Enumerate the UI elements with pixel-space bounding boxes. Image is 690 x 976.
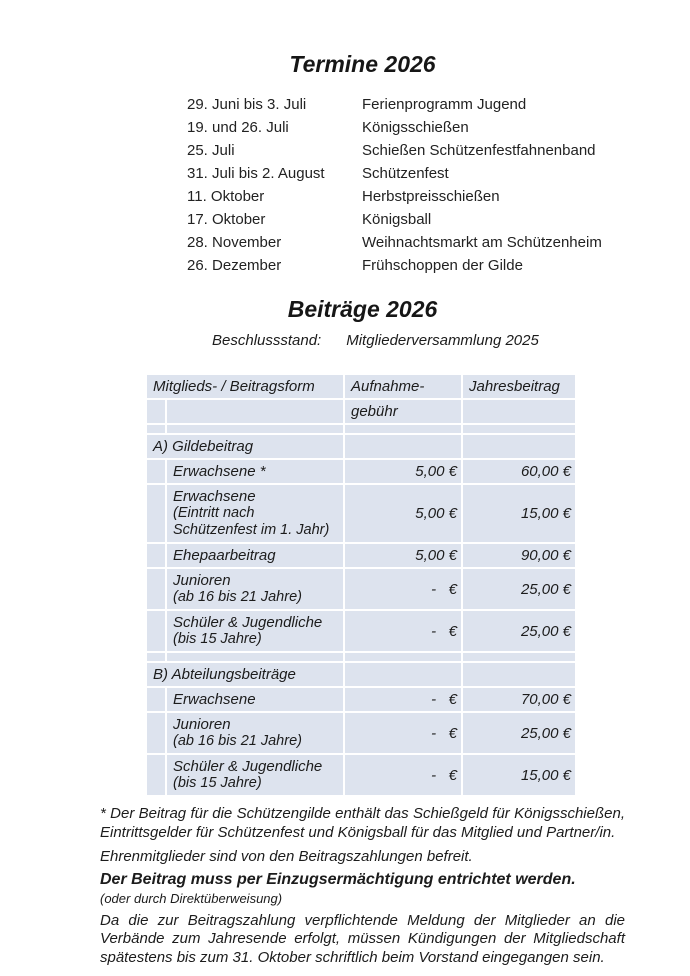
note-cancellation-deadline: Da die zur Beitragszahlung verpflichtende Meldung der Mitglieder an die Verbände zum Jahresende erfolgt, müssen Kündigungen der Mitgliedschaft spätestens bis zum 31. Oktober schriftlich beim Vorstand eingegangen sein. [100, 911, 625, 966]
empty-cell [147, 653, 165, 661]
event-date: 26. Dezember [187, 257, 282, 274]
spacer-row [147, 425, 575, 433]
event-date: 31. Juli bis 2. August [187, 165, 325, 182]
indent-cell [147, 485, 165, 542]
section-b-label: B) Abteilungsbeiträge [147, 663, 343, 686]
empty-cell [167, 400, 343, 423]
table-row [147, 544, 575, 567]
admission-fee-cell: - € [345, 688, 461, 711]
member-type-sublabel: (bis 15 Jahre) [173, 631, 262, 647]
event-name: Frühschoppen der Gilde [362, 257, 523, 274]
member-type-cell [167, 460, 343, 483]
member-type-cell [167, 569, 343, 609]
table-row [147, 569, 575, 609]
section-a-label: A) Gildebeitrag [147, 435, 343, 458]
member-type-sublabel: (ab 16 bis 21 Jahre) [173, 733, 302, 749]
content-block [100, 50, 625, 967]
event-row [187, 254, 625, 277]
member-type-label: Junioren [173, 572, 231, 589]
event-name: Königsball [362, 211, 432, 228]
annual-fee-cell: 90,00 € [463, 544, 575, 567]
empty-cell [345, 425, 461, 433]
termine-event-list [187, 93, 625, 277]
member-type-cell [167, 688, 343, 711]
event-row [187, 231, 625, 254]
empty-cell [345, 435, 461, 458]
col-header-fee-line2: gebühr [345, 400, 461, 423]
status-value: Mitgliederversammlung 2025 [346, 332, 539, 349]
empty-cell [345, 653, 461, 661]
notes-section [100, 805, 625, 967]
empty-cell [147, 425, 165, 433]
col-header-annual: Jahresbeitrag [463, 375, 575, 398]
member-type-label: Erwachsene * [173, 463, 266, 480]
admission-fee-cell: - € [345, 755, 461, 795]
event-name: Weihnachtsmarkt am Schützenheim [362, 234, 602, 251]
event-date: 17. Oktober [187, 211, 266, 228]
indent-cell [147, 713, 165, 753]
header-row-1 [147, 375, 575, 398]
col-header-fee-line1: Aufnahme- [345, 375, 461, 398]
section-b-header-row [147, 663, 575, 686]
table-row [147, 611, 575, 651]
empty-cell [463, 653, 575, 661]
event-row [187, 93, 625, 116]
indent-cell [147, 544, 165, 567]
empty-cell [463, 435, 575, 458]
event-name: Königsschießen [362, 119, 469, 136]
indent-cell [147, 611, 165, 651]
event-name: Schießen Schützenfestfahnenband [362, 142, 596, 159]
header-row-2 [147, 400, 575, 423]
event-date: 11. Oktober [187, 188, 265, 205]
admission-fee-cell: - € [345, 611, 461, 651]
empty-cell [463, 663, 575, 686]
spacer-row [147, 653, 575, 661]
termine-title: Termine 2026 [289, 51, 436, 77]
table-row [147, 485, 575, 542]
event-row [187, 162, 625, 185]
event-date: 19. und 26. Juli [187, 119, 289, 136]
empty-cell [167, 653, 343, 661]
admission-fee-cell: 5,00 € [345, 485, 461, 542]
event-name: Schützenfest [362, 165, 449, 182]
indent-cell [147, 688, 165, 711]
admission-fee-cell: - € [345, 713, 461, 753]
member-type-sublabel: (Eintritt nach Schützenfest im 1. Jahr) [173, 505, 330, 538]
member-type-cell [167, 713, 343, 753]
section-a-header-row [147, 435, 575, 458]
admission-fee-cell: 5,00 € [345, 460, 461, 483]
member-type-label: Schüler & Jugendliche [173, 758, 323, 775]
indent-cell [147, 460, 165, 483]
member-type-label: Junioren [173, 716, 231, 733]
empty-cell [167, 425, 343, 433]
annual-fee-cell: 70,00 € [463, 688, 575, 711]
note-payment-alternative: (oder durch Direktüberweisung) [100, 890, 283, 906]
table-row [147, 460, 575, 483]
table-row [147, 713, 575, 753]
admission-fee-cell: - € [345, 569, 461, 609]
member-type-sublabel: (ab 16 bis 21 Jahre) [173, 589, 302, 605]
event-name: Ferienprogramm Jugend [362, 96, 527, 113]
empty-cell [345, 663, 461, 686]
event-row [187, 116, 625, 139]
member-type-label: Schüler & Jugendliche [173, 614, 323, 631]
note-payment-method: Der Beitrag muss per Einzugsermächtigung entrichtet werden. [100, 870, 576, 888]
indent-cell [147, 569, 165, 609]
event-row [187, 185, 625, 208]
status-label: Beschlussstand: [212, 332, 322, 349]
status-line [212, 332, 625, 350]
event-date: 29. Juni bis 3. Juli [187, 96, 307, 113]
annual-fee-cell: 15,00 € [463, 485, 575, 542]
event-name: Herbstpreisschießen [362, 188, 500, 205]
event-row [187, 139, 625, 162]
footnote-asterisk: * Der Beitrag für die Schützengilde enthält das Schießgeld für Königsschießen, Eintrittsgelder für Schützenfest und Königsball für das Mitglied und Partner/in. [100, 805, 625, 841]
indent-cell [147, 755, 165, 795]
annual-fee-cell: 60,00 € [463, 460, 575, 483]
event-row [187, 208, 625, 231]
annual-fee-cell: 25,00 € [463, 569, 575, 609]
annual-fee-cell: 25,00 € [463, 611, 575, 651]
admission-fee-cell: 5,00 € [345, 544, 461, 567]
note-honorary-members: Ehrenmitglieder sind von den Beitragszahlungen befreit. [100, 848, 473, 865]
member-type-label: Erwachsene [173, 691, 256, 708]
event-date: 28. November [187, 234, 282, 251]
empty-cell [463, 400, 575, 423]
table-row [147, 755, 575, 795]
beitraege-title: Beiträge 2026 [287, 296, 438, 322]
member-type-label: Ehepaarbeitrag [173, 547, 276, 564]
member-type-label: Erwachsene [173, 488, 256, 505]
member-type-cell [167, 611, 343, 651]
empty-cell [147, 400, 165, 423]
table-row [147, 688, 575, 711]
member-type-cell [167, 485, 343, 542]
member-type-sublabel: (bis 15 Jahre) [173, 775, 262, 791]
annual-fee-cell: 15,00 € [463, 755, 575, 795]
empty-cell [463, 425, 575, 433]
member-type-cell [167, 755, 343, 795]
annual-fee-cell: 25,00 € [463, 713, 575, 753]
col-header-form: Mitglieds- / Beitragsform [147, 375, 343, 398]
event-date: 25. Juli [187, 142, 235, 159]
fees-table [145, 373, 577, 797]
member-type-cell [167, 544, 343, 567]
